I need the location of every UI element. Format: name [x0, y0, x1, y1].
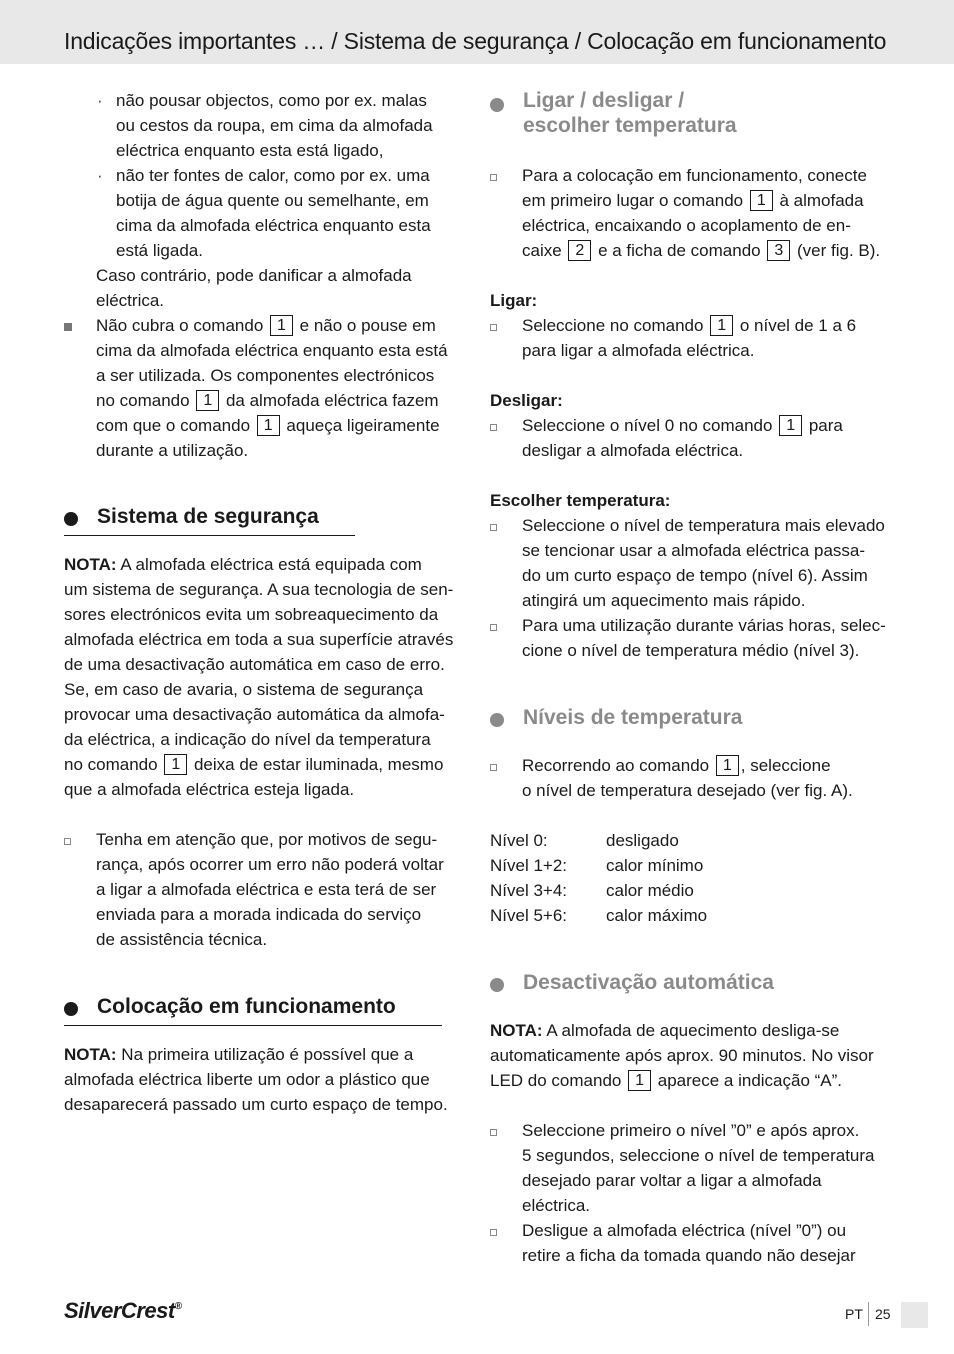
checkbox-bullet-icon [490, 163, 522, 188]
checkbox-bullet-icon [490, 1118, 522, 1143]
list-item: Seleccione no comando 1 o nível de 1 a 6 [490, 313, 895, 338]
key-ref-1: 1 [750, 190, 773, 211]
section-heading-auto-off: Desactivação automática [490, 968, 895, 1008]
checkbox-bullet-icon [490, 313, 522, 338]
list-item: Seleccione primeiro o nível ”0” e após aprox. [490, 1118, 895, 1143]
list-item: Seleccione o nível de temperatura mais elevado [490, 513, 895, 538]
brand-logo: SilverCrest® [64, 1298, 182, 1323]
list-item: Não cubra o comando 1 e não o pouse em [64, 313, 464, 338]
footer-divider [868, 1302, 869, 1326]
bullet-circle-icon [490, 713, 504, 727]
subheading-ligar: Ligar: [490, 291, 538, 310]
key-ref-1: 1 [196, 390, 219, 411]
section-heading-startup: Colocação em funcionamento [64, 992, 464, 1032]
key-ref-1: 1 [628, 1070, 651, 1091]
checkbox-bullet-icon [64, 827, 96, 852]
list-item: · não ter fontes de calor, como por ex. uma [97, 166, 430, 185]
bullet-circle-icon [490, 98, 504, 112]
list-item: Recorrendo ao comando 1 , seleccione [490, 753, 895, 778]
section-heading-onoff: Ligar / desligar / escolher temperatura [490, 88, 895, 148]
list-item: Desligue a almofada eléctrica (nível ”0”) ou [490, 1218, 895, 1243]
checkbox-bullet-icon [490, 613, 522, 638]
bullet-circle-icon [64, 512, 78, 526]
right-column: Ligar / desligar / escolher temperatura Para a colocação em funcionamento, conecte em primeiro lugar o comando 1 à almofada eléctrica, encaixando o acoplamento de en- caixe 2 e a ficha de comando 3 (ver fig. B). Ligar: Seleccione no comando 1 o nível de 1 a 6 para ligar a almofada eléctrica. Desligar: Seleccione o nível 0 no comando 1 para desligar a almofada eléctrica. Escolher temperatura: Seleccione o nível de temperatura mais elevado se tencionar usar a almofada eléctrica passa- do um curto espaço de tempo (nível 6). Assim atingirá um aquecimento mais rápido. Para uma utilização durante várias horas, selec- cione o nível de temperatura médio (nível 3). Níveis de temperatura Recorrendo ao comando 1 , seleccione o nível de temperatura desejado (ver fig. A). Nível 0: desligado Nível 1+2: calor mínimo Nível 3+4: calor médio Nível 5+6: calor máximo Desactivação automática NOTA: A almofada de aquecimento desliga-se automaticamente após aprox. 90 minutos. No visor LED do comando 1 aparece a indicação “A”. Seleccione primeiro o nível ”0” e após aprox. 5 segundos, seleccione o nível de temperatura desejado parar voltar a ligar a almofada eléctrica. Desligue a almofada eléctrica (nível ”0”) ou retire a ficha da tomada quando não desejar [490, 88, 895, 1268]
bullet-circle-icon [490, 978, 504, 992]
key-ref-1: 1 [270, 315, 293, 336]
list-item: Tenha em atenção que, por motivos de segu- [64, 827, 464, 852]
list-item: Para a colocação em funcionamento, conecte [490, 163, 895, 188]
page-number: 25 [875, 1306, 891, 1322]
left-column: · não pousar objectos, como por ex. malas ou cestos da roupa, em cima da almofada eléctrica enquanto esta está ligado, · não ter fontes de calor, como por ex. uma botija de água quente ou semelhante, em cima da almofada eléctrica enquanto esta está ligada. Caso contrário, pode danificar a almofada eléctrica. Não cubra o comando 1 e não o pouse em cima da almofada eléctrica enquanto esta está a ser utilizada. Os componentes electrónicos no comando 1 da almofada eléctrica fazem com que o comando 1 aqueça ligeiramente durante a utilização. Sistema de segurança NOTA: A almofada eléctrica está equipada com um sistema de segurança. A sua tecnologia de sen- sores electrónicos evita um sobreaquecimento da almofada eléctrica em toda a sua superfície através de uma desactivação automática em caso de erro. Se, em caso de avaria, o sistema de segurança provocar uma desactivação automática da almofa- da eléctrica, a indicação do nível da temperatura no comando 1 deixa de estar iluminada, mesmo que a almofada eléctrica esteja ligada. Tenha em atenção que, por motivos de segu- rança, após ocorrer um erro não poderá voltar a ligar a almofada eléctrica e esta terá de ser enviada para a morada indicada do serviço de assistência técnica. Colocação em funcionamento NOTA: Na primeira utilização é possível que a almofada eléctrica liberte um odor a plástico que desaparecerá passado um curto espaço de tempo. [64, 88, 464, 1117]
section-heading-levels: Níveis de temperatura [490, 703, 895, 743]
subheading-desligar: Desligar: [490, 391, 563, 410]
page-title: Indicações importantes … / Sistema de segurança / Colocação em funcionamento [64, 28, 887, 54]
key-ref-3: 3 [767, 240, 790, 261]
checkbox-bullet-icon [490, 753, 522, 778]
subheading-escolher: Escolher temperatura: [490, 491, 671, 510]
checkbox-bullet-icon [490, 513, 522, 538]
footer-tab [901, 1302, 928, 1328]
level-row: Nível 1+2: calor mínimo [490, 856, 704, 875]
key-ref-1: 1 [164, 754, 187, 775]
checkbox-bullet-icon [490, 413, 522, 438]
level-row: Nível 3+4: calor médio [490, 881, 694, 900]
level-row: Nível 0: desligado [490, 831, 679, 850]
checkbox-bullet-icon [490, 1218, 522, 1243]
list-item: Seleccione o nível 0 no comando 1 para [490, 413, 895, 438]
list-item: · não pousar objectos, como por ex. malas [97, 91, 427, 110]
key-ref-1: 1 [779, 415, 802, 436]
key-ref-2: 2 [568, 240, 591, 261]
key-ref-1: 1 [257, 415, 280, 436]
key-ref-1: 1 [710, 315, 733, 336]
section-heading-safety: Sistema de segurança [64, 502, 464, 542]
list-item: Para uma utilização durante várias horas, selec- [490, 613, 895, 638]
language-code: PT [845, 1306, 863, 1322]
square-bullet-icon [64, 313, 96, 338]
bullet-circle-icon [64, 1002, 78, 1016]
key-ref-1: 1 [716, 755, 739, 776]
level-row: Nível 5+6: calor máximo [490, 906, 708, 925]
